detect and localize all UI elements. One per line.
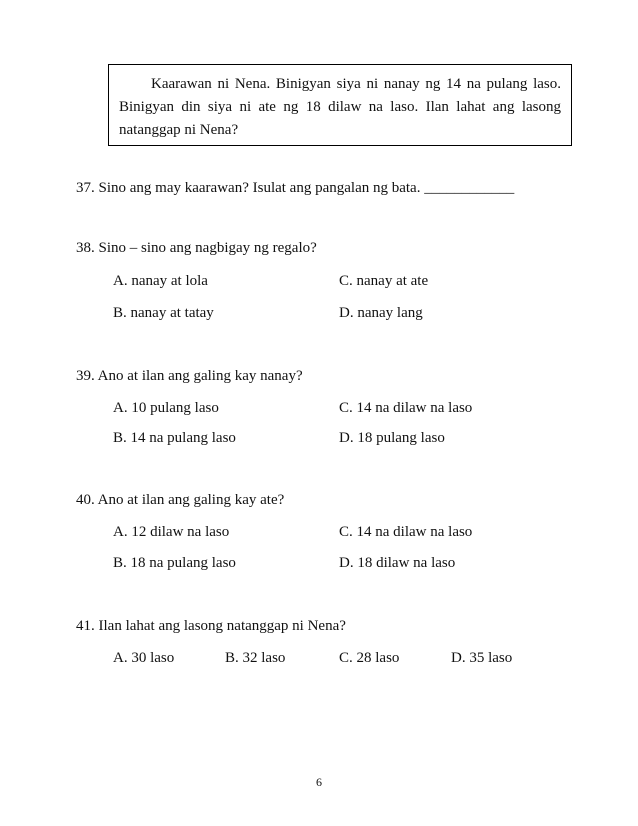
question-39: 39. Ano at ilan ang galing kay nanay? bbox=[76, 368, 303, 384]
q41-option-a[interactable]: A. 30 laso bbox=[113, 650, 175, 666]
q38-option-d[interactable]: D. nanay lang bbox=[339, 305, 423, 321]
q40-option-c[interactable]: C. 14 na dilaw na laso bbox=[339, 524, 473, 540]
question-41: 41. Ilan lahat ang lasong natanggap ni Nena? bbox=[76, 618, 346, 634]
q40-option-a[interactable]: A. 12 dilaw na laso bbox=[113, 524, 230, 540]
q38-option-c[interactable]: C. nanay at ate bbox=[339, 273, 429, 289]
question-40: 40. Ano at ilan ang galing kay ate? bbox=[76, 492, 285, 508]
question-38: 38. Sino – sino ang nagbigay ng regalo? bbox=[76, 240, 317, 256]
q38-option-a[interactable]: A. nanay at lola bbox=[113, 273, 208, 289]
q41-option-d[interactable]: D. 35 laso bbox=[451, 650, 513, 666]
q41-option-b[interactable]: B. 32 laso bbox=[225, 650, 286, 666]
q41-option-c[interactable]: C. 28 laso bbox=[339, 650, 400, 666]
page-number: 6 bbox=[316, 775, 322, 789]
q39-option-b[interactable]: B. 14 na pulang laso bbox=[113, 430, 236, 446]
q40-option-d[interactable]: D. 18 dilaw na laso bbox=[339, 555, 456, 571]
q39-option-d[interactable]: D. 18 pulang laso bbox=[339, 430, 445, 446]
question-37: 37. Sino ang may kaarawan? Isulat ang pangalan ng bata. ____________ bbox=[76, 180, 515, 196]
q39-option-a[interactable]: A. 10 pulang laso bbox=[113, 400, 219, 416]
q40-option-b[interactable]: B. 18 na pulang laso bbox=[113, 555, 236, 571]
q38-option-b[interactable]: B. nanay at tatay bbox=[113, 305, 214, 321]
q39-option-c[interactable]: C. 14 na dilaw na laso bbox=[339, 400, 473, 416]
story-passage-text: Kaarawan ni Nena. Binigyan siya ni nanay ng 14 na pulang laso. Binigyan din siya ni ate ng 18 dilaw na laso. Ilan lahat ang lasong natanggap ni Nena? bbox=[119, 76, 561, 138]
story-passage-box bbox=[108, 64, 572, 146]
